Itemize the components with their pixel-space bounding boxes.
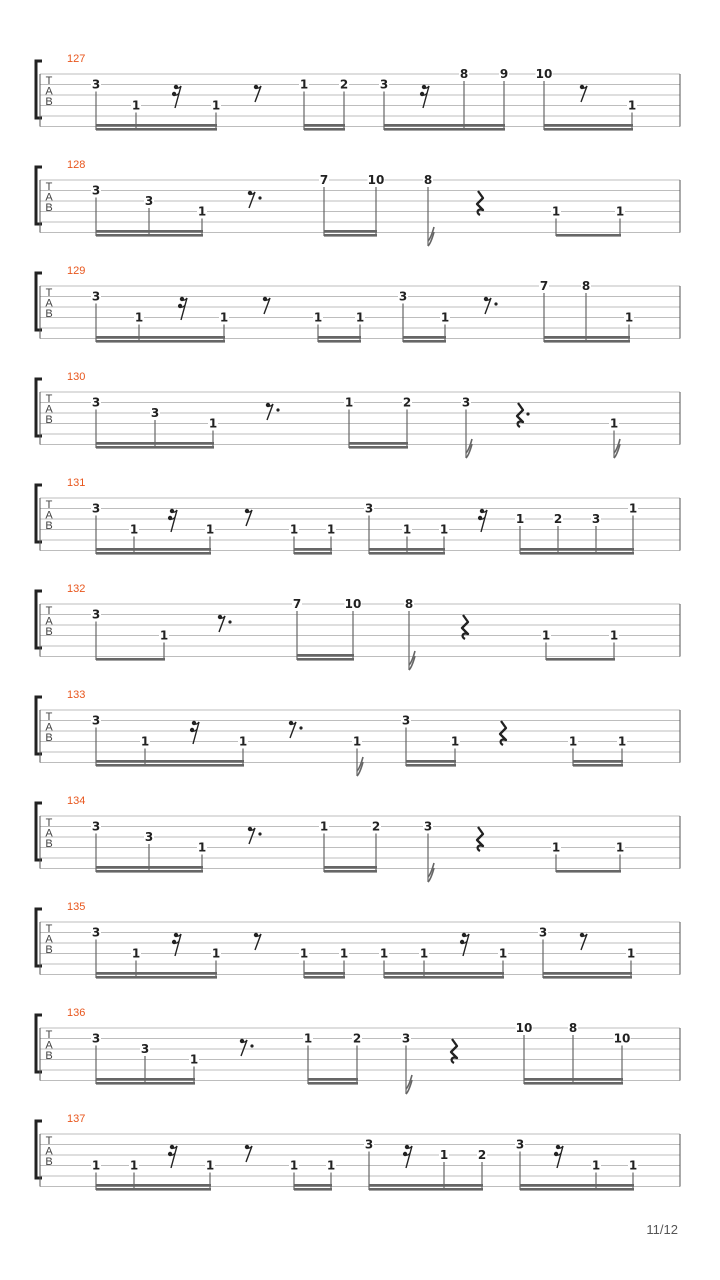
tab-clef-letter: T xyxy=(45,817,53,829)
beam xyxy=(304,972,345,975)
fret-number: 1 xyxy=(140,734,150,749)
fret-number: 3 xyxy=(591,512,601,526)
fret-number: 1 xyxy=(440,310,450,325)
measure-number: 135 xyxy=(67,901,86,913)
beam xyxy=(96,658,165,661)
beam xyxy=(543,972,632,975)
fret-number: 3 xyxy=(398,289,408,304)
fret-number: 1 xyxy=(551,204,561,219)
system-bracket xyxy=(36,167,42,224)
fret-number: 1 xyxy=(419,946,429,961)
tab-clef-letter: A xyxy=(45,85,53,98)
tab-clef-letter: T xyxy=(45,181,53,193)
beam xyxy=(403,336,446,339)
fret-number: 7 xyxy=(292,597,302,611)
tab-clef-letter: B xyxy=(45,944,53,956)
fret-number: 8 xyxy=(404,597,414,611)
beam xyxy=(96,764,244,767)
beam xyxy=(573,764,623,767)
beam xyxy=(304,976,345,979)
fret-number: 3 xyxy=(401,713,411,728)
beam xyxy=(96,552,211,555)
rest-stem xyxy=(481,510,487,532)
beam xyxy=(297,658,354,661)
page-number: 11/12 xyxy=(646,1222,678,1237)
fret-number: 1 xyxy=(352,734,362,749)
tab-clef-letter: T xyxy=(45,1135,53,1147)
tab-clef-letter: B xyxy=(45,414,53,426)
fret-number: 1 xyxy=(450,734,460,749)
beam xyxy=(369,1184,483,1187)
beam xyxy=(544,128,633,131)
tab-clef-letter: A xyxy=(45,721,53,734)
rest-stem xyxy=(193,722,199,744)
system-130 xyxy=(36,371,680,458)
tab-clef-letter: B xyxy=(45,626,53,638)
tab-clef-letter: T xyxy=(45,605,53,617)
system-136 xyxy=(36,1007,680,1094)
system-137 xyxy=(36,1113,680,1191)
rest-dot xyxy=(258,196,261,199)
fret-number: 1 xyxy=(131,946,141,961)
measure-number: 136 xyxy=(67,1007,86,1019)
beam xyxy=(349,442,408,445)
fret-number: 1 xyxy=(628,501,638,516)
rest-stem xyxy=(175,86,181,108)
beam xyxy=(556,234,621,237)
fret-number: 3 xyxy=(401,1031,411,1046)
tab-clef-letter: A xyxy=(45,403,53,416)
tab-clef-letter: B xyxy=(45,732,53,744)
tab-clef-letter: A xyxy=(45,509,53,522)
fret-number: 1 xyxy=(439,1148,449,1162)
tab-clef-letter: T xyxy=(45,1029,53,1041)
rest-stem xyxy=(423,86,429,108)
fret-number: 3 xyxy=(91,395,101,410)
fret-number: 1 xyxy=(541,628,551,643)
fret-number: 1 xyxy=(313,310,323,325)
rest-dot xyxy=(258,832,261,835)
fret-number: 1 xyxy=(299,77,309,92)
beam xyxy=(96,548,211,551)
beam xyxy=(573,760,623,763)
fret-number: 10 xyxy=(515,1021,533,1035)
beam xyxy=(96,128,217,131)
fret-number: 1 xyxy=(197,204,207,219)
system-134 xyxy=(36,795,680,882)
fret-number: 1 xyxy=(498,946,508,961)
fret-number: 1 xyxy=(379,946,389,961)
beam xyxy=(520,552,634,555)
beam xyxy=(543,976,632,979)
fret-number: 1 xyxy=(289,522,299,537)
measure-number: 129 xyxy=(67,265,86,277)
tab-clef-letter: A xyxy=(45,1145,53,1158)
fret-number: 7 xyxy=(319,173,329,187)
beam xyxy=(96,124,217,127)
fret-number: 2 xyxy=(352,1031,362,1046)
fret-number: 3 xyxy=(91,77,101,92)
tab-clef-letter: B xyxy=(45,838,53,850)
beam xyxy=(384,976,504,979)
rest-dot xyxy=(299,726,302,729)
fret-number: 3 xyxy=(91,1031,101,1046)
rest-stem xyxy=(463,934,469,956)
beam xyxy=(544,340,630,343)
rest-stem xyxy=(406,1146,412,1168)
beam xyxy=(324,230,377,233)
rest-stem xyxy=(181,298,187,320)
fret-number: 1 xyxy=(319,819,329,834)
measure-number: 127 xyxy=(67,53,86,65)
rest-dot xyxy=(526,412,529,415)
beam xyxy=(520,1184,634,1187)
fret-number: 2 xyxy=(477,1148,487,1162)
beam xyxy=(544,336,630,339)
fret-number: 10 xyxy=(367,173,385,187)
tab-clef-letter: A xyxy=(45,191,53,204)
system-bracket xyxy=(36,273,42,330)
fret-number: 1 xyxy=(617,734,627,749)
system-127 xyxy=(36,53,680,131)
tab-clef-letter: B xyxy=(45,1156,53,1168)
fret-number: 3 xyxy=(91,713,101,728)
fret-number: 10 xyxy=(344,597,362,611)
fret-number: 1 xyxy=(339,946,349,961)
fret-number: 3 xyxy=(364,501,374,516)
beam xyxy=(294,1184,332,1187)
beam xyxy=(294,548,332,551)
tab-clef-letter: T xyxy=(45,393,53,405)
system-135 xyxy=(36,901,680,979)
rest-dot xyxy=(228,620,231,623)
fret-number: 1 xyxy=(515,512,525,526)
system-bracket xyxy=(36,61,42,118)
beam xyxy=(369,1188,483,1191)
beam xyxy=(349,446,408,449)
fret-number: 1 xyxy=(326,522,336,537)
tab-clef-letter: T xyxy=(45,287,53,299)
measure-number: 133 xyxy=(67,689,86,701)
fret-number: 3 xyxy=(91,183,101,198)
fret-number: 1 xyxy=(205,1158,215,1173)
fret-number: 1 xyxy=(219,310,229,325)
beam xyxy=(406,760,456,763)
rest-stem xyxy=(175,934,181,956)
tab-clef-letter: T xyxy=(45,499,53,511)
beam xyxy=(384,972,504,975)
system-bracket xyxy=(36,697,42,754)
fret-number: 1 xyxy=(205,522,215,537)
fret-number: 3 xyxy=(140,1042,150,1056)
beam xyxy=(384,124,505,127)
fret-number: 1 xyxy=(238,734,248,749)
tab-clef-letter: T xyxy=(45,711,53,723)
fret-number: 3 xyxy=(91,819,101,834)
measure-number: 128 xyxy=(67,159,86,171)
fret-number: 1 xyxy=(197,840,207,855)
fret-number: 8 xyxy=(568,1021,578,1035)
fret-number: 1 xyxy=(615,204,625,219)
fret-number: 10 xyxy=(535,67,553,81)
beam xyxy=(556,870,621,873)
fret-number: 1 xyxy=(131,98,141,113)
fret-number: 2 xyxy=(339,77,349,92)
beam xyxy=(546,658,615,661)
beam xyxy=(406,764,456,767)
fret-number: 1 xyxy=(129,1158,139,1173)
beam xyxy=(324,234,377,237)
system-129 xyxy=(36,265,680,343)
beam xyxy=(96,1188,211,1191)
fret-number: 1 xyxy=(211,946,221,961)
beam xyxy=(403,340,446,343)
rest-stem xyxy=(557,1146,563,1168)
measure-number: 134 xyxy=(67,795,86,807)
fret-number: 1 xyxy=(609,416,619,431)
fret-number: 1 xyxy=(299,946,309,961)
fret-number: 1 xyxy=(402,522,412,537)
beam xyxy=(544,124,633,127)
beam xyxy=(96,1184,211,1187)
fret-number: 1 xyxy=(591,1158,601,1173)
beam xyxy=(318,340,361,343)
beam xyxy=(318,336,361,339)
fret-number: 3 xyxy=(91,607,101,622)
beam xyxy=(324,866,377,869)
beam xyxy=(96,972,217,975)
fret-number: 1 xyxy=(355,310,365,325)
system-bracket xyxy=(36,1121,42,1178)
tab-clef-letter: B xyxy=(45,1050,53,1062)
tab-clef-letter: A xyxy=(45,933,53,946)
fret-number: 3 xyxy=(461,395,471,410)
beam xyxy=(304,124,345,127)
fret-number: 3 xyxy=(538,925,548,940)
beam xyxy=(308,1078,358,1081)
measure-number: 132 xyxy=(67,583,86,595)
fret-number: 1 xyxy=(129,522,139,537)
rest-stem xyxy=(171,1146,177,1168)
fret-number: 9 xyxy=(499,67,509,81)
tab-clef-letter: B xyxy=(45,308,53,320)
fret-number: 1 xyxy=(326,1158,336,1173)
tab-clef-letter: A xyxy=(45,827,53,840)
fret-number: 3 xyxy=(144,194,154,208)
beam xyxy=(294,552,332,555)
system-128 xyxy=(36,159,680,246)
fret-number: 1 xyxy=(289,1158,299,1173)
fret-number: 1 xyxy=(91,1158,101,1173)
fret-number: 1 xyxy=(626,946,636,961)
beam xyxy=(297,654,354,657)
fret-number: 1 xyxy=(208,416,218,431)
beam xyxy=(308,1082,358,1085)
system-bracket xyxy=(36,909,42,966)
fret-number: 1 xyxy=(628,1158,638,1173)
beam xyxy=(384,128,505,131)
fret-number: 3 xyxy=(91,501,101,516)
fret-number: 1 xyxy=(211,98,221,113)
fret-number: 2 xyxy=(371,819,381,834)
measure-number: 130 xyxy=(67,371,86,383)
beam xyxy=(520,1188,634,1191)
system-bracket xyxy=(36,485,42,542)
rest-dot xyxy=(494,302,497,305)
fret-number: 1 xyxy=(615,840,625,855)
fret-number: 8 xyxy=(581,279,591,293)
measure-number: 131 xyxy=(67,477,86,489)
fret-number: 3 xyxy=(364,1137,374,1152)
fret-number: 1 xyxy=(134,310,144,325)
system-bracket xyxy=(36,379,42,436)
fret-number: 3 xyxy=(144,830,154,844)
fret-number: 1 xyxy=(624,310,634,325)
tab-clef-letter: B xyxy=(45,520,53,532)
measure-number: 137 xyxy=(67,1113,86,1125)
system-131 xyxy=(36,477,680,555)
fret-number: 3 xyxy=(515,1137,525,1152)
fret-number: 1 xyxy=(439,522,449,537)
fret-number: 1 xyxy=(568,734,578,749)
tab-clef-letter: A xyxy=(45,615,53,628)
system-132 xyxy=(36,583,680,670)
fret-number: 3 xyxy=(91,289,101,304)
fret-number: 2 xyxy=(402,395,412,410)
fret-number: 1 xyxy=(344,395,354,410)
fret-number: 1 xyxy=(609,628,619,643)
beam xyxy=(96,340,225,343)
beam xyxy=(324,870,377,873)
beam xyxy=(520,548,634,551)
beam xyxy=(304,128,345,131)
fret-number: 7 xyxy=(539,279,549,293)
fret-number: 2 xyxy=(553,512,563,526)
fret-number: 3 xyxy=(150,406,160,420)
fret-number: 3 xyxy=(379,77,389,92)
fret-number: 8 xyxy=(423,173,433,187)
beam xyxy=(96,976,217,979)
rest-stem xyxy=(171,510,177,532)
fret-number: 8 xyxy=(459,67,469,81)
system-133 xyxy=(36,689,680,776)
fret-number: 3 xyxy=(423,819,433,834)
rest-dot xyxy=(250,1044,253,1047)
tab-clef-letter: A xyxy=(45,297,53,310)
tab-clef-letter: B xyxy=(45,96,53,108)
fret-number: 1 xyxy=(189,1052,199,1067)
tab-clef-letter: B xyxy=(45,202,53,214)
fret-number: 1 xyxy=(551,840,561,855)
system-bracket xyxy=(36,591,42,648)
system-bracket xyxy=(36,1015,42,1072)
beam xyxy=(96,336,225,339)
beam xyxy=(294,1188,332,1191)
fret-number: 10 xyxy=(613,1031,631,1046)
tab-clef-letter: A xyxy=(45,1039,53,1052)
beam xyxy=(96,760,244,763)
fret-number: 1 xyxy=(303,1031,313,1046)
fret-number: 1 xyxy=(159,628,169,643)
tab-clef-letter: T xyxy=(45,75,53,87)
tab-clef-letter: T xyxy=(45,923,53,935)
fret-number: 3 xyxy=(91,925,101,940)
fret-number: 1 xyxy=(627,98,637,113)
rest-dot xyxy=(276,408,279,411)
system-bracket xyxy=(36,803,42,860)
